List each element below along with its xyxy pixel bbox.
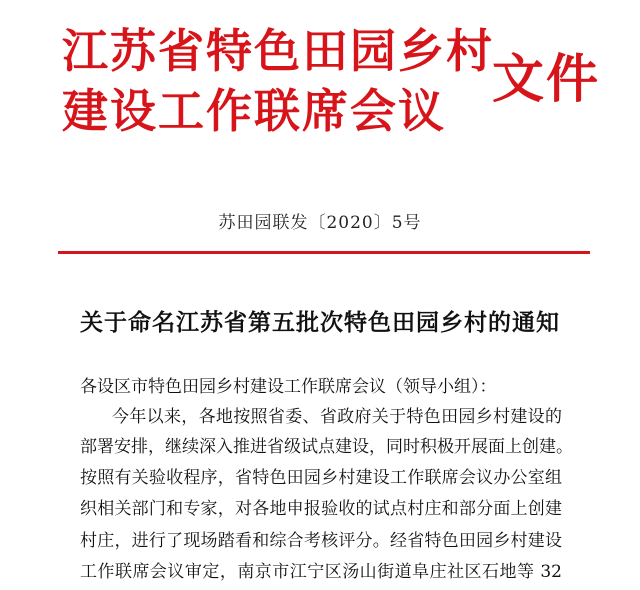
body-text-line: 织相关部门和专家，对各地申报验收的试点村庄和部分面上创建: [80, 499, 562, 519]
issuer-name-line-2: 建设工作联席会议: [62, 84, 446, 138]
body-text-line: 按照有关验收程序，省特色田园乡村建设工作联席会议办公室组: [80, 468, 562, 488]
document-title: 关于命名江苏省第五批次特色田园乡村的通知: [80, 309, 560, 336]
red-separator-line: [58, 251, 590, 254]
body-text-line: 工作联席会议审定，南京市江宁区汤山街道阜庄社区石地等 32: [80, 562, 562, 582]
salutation: 各设区市特色田园乡村建设工作联席会议（领导小组）：: [80, 377, 497, 397]
body-text-line: 部署安排，继续深入推进省级试点建设，同时积极开展面上创建。: [80, 437, 573, 457]
document-number: 苏田园联发〔2020〕5号: [218, 213, 422, 233]
body-text-line: 今年以来，各地按照省委、省政府关于特色田园乡村建设的: [112, 407, 562, 427]
document-type-label: 文件: [492, 49, 601, 110]
body-text-line: 村庄，进行了现场踏看和综合考核评分。经省特色田园乡村建设: [80, 531, 562, 551]
issuer-name-line-1: 江苏省特色田园乡村: [62, 24, 494, 78]
